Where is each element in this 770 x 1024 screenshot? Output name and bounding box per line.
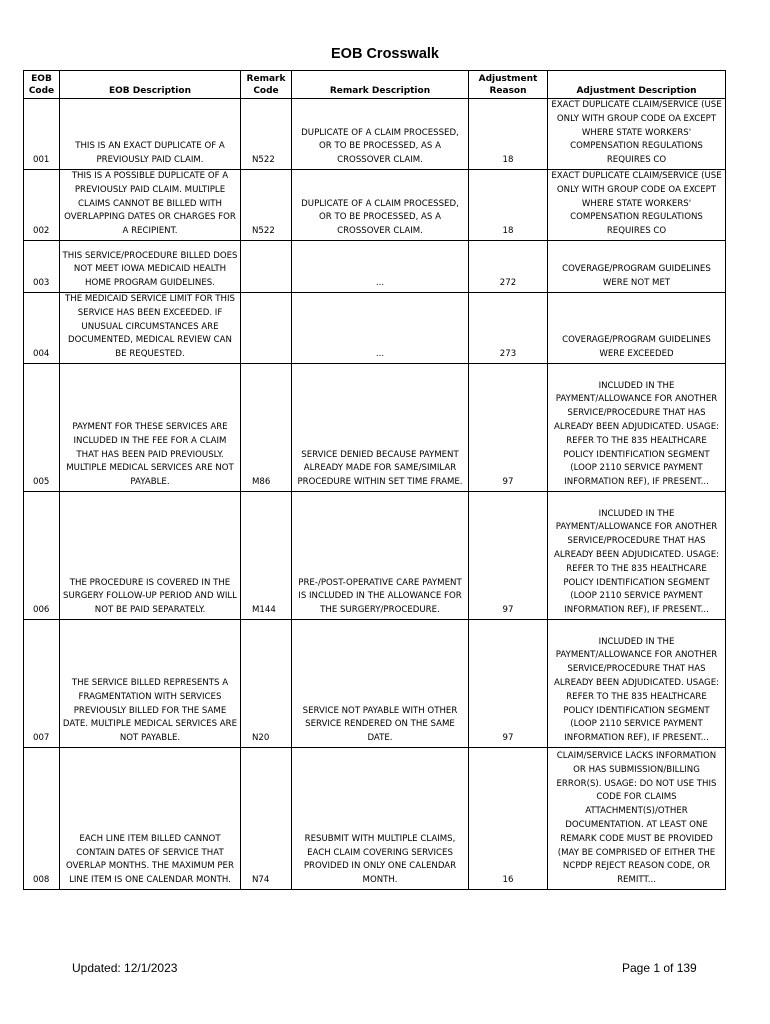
remark-code-cell: M144 — [241, 491, 292, 619]
header-row — [24, 71, 726, 99]
eob-description-cell: PAYMENT FOR THESE SERVICES ARE INCLUDED IN THE FEE FOR A CLAIM THAT HAS BEEN PAID PREVIOUSLY. MULTIPLE MEDICAL SERVICES ARE NOT PAYABLE. — [60, 363, 241, 491]
table-row — [24, 292, 726, 363]
col-header-adjustment-description: Adjustment Description — [548, 71, 726, 99]
adjustment-reason-cell: 18 — [469, 169, 548, 240]
adjustment-description-cell: COVERAGE/PROGRAM GUIDELINES WERE NOT MET — [548, 240, 726, 292]
table-row — [24, 619, 726, 747]
col-header-remark-code: Remark Code — [241, 71, 292, 99]
eob-description-cell: THIS SERVICE/PROCEDURE BILLED DOES NOT MEET IOWA MEDICAID HEALTH HOME PROGRAM GUIDELINES. — [60, 240, 241, 292]
updated-date: Updated: 12/1/2023 — [72, 961, 178, 975]
remark-description-cell: SERVICE NOT PAYABLE WITH OTHER SERVICE RENDERED ON THE SAME DATE. — [292, 619, 469, 747]
adjustment-description-cell: INCLUDED IN THE PAYMENT/ALLOWANCE FOR ANOTHER SERVICE/PROCEDURE THAT HAS ALREADY BEEN ADJUDICATED. USAGE: REFER TO THE 835 HEALTHCARE POLICY IDENTIFICATION SEGMENT (LOOP 2110 SERVICE PAYMENT INFORMATION REF), IF PRESENT... — [548, 619, 726, 747]
table-row — [24, 169, 726, 240]
remark-code-cell: N522 — [241, 99, 292, 170]
remark-description-cell: DUPLICATE OF A CLAIM PROCESSED, OR TO BE PROCESSED, AS A CROSSOVER CLAIM. — [292, 169, 469, 240]
eob-code-cell: 003 — [24, 240, 60, 292]
adjustment-reason-cell: 16 — [469, 747, 548, 889]
remark-code-cell: N74 — [241, 747, 292, 889]
eob-code-cell: 001 — [24, 99, 60, 170]
remark-code-cell: N20 — [241, 619, 292, 747]
adjustment-description-cell: INCLUDED IN THE PAYMENT/ALLOWANCE FOR ANOTHER SERVICE/PROCEDURE THAT HAS ALREADY BEEN ADJUDICATED. USAGE: REFER TO THE 835 HEALTHCARE POLICY IDENTIFICATION SEGMENT (LOOP 2110 SERVICE PAYMENT INFORMATION REF), IF PRESENT... — [548, 363, 726, 491]
eob-description-cell: THIS IS AN EXACT DUPLICATE OF A PREVIOUSLY PAID CLAIM. — [60, 99, 241, 170]
table-row — [24, 240, 726, 292]
adjustment-description-cell: COVERAGE/PROGRAM GUIDELINES WERE EXCEEDED — [548, 292, 726, 363]
adjustment-reason-cell: 273 — [469, 292, 548, 363]
page-number: Page 1 of 139 — [622, 961, 697, 975]
adjustment-reason-cell: 272 — [469, 240, 548, 292]
adjustment-reason-cell: 97 — [469, 491, 548, 619]
adjustment-reason-cell: 97 — [469, 363, 548, 491]
adjustment-reason-cell: 97 — [469, 619, 548, 747]
page-title: EOB Crosswalk — [331, 46, 439, 62]
adjustment-description-cell: CLAIM/SERVICE LACKS INFORMATION OR HAS SUBMISSION/BILLING ERROR(S). USAGE: DO NOT USE THIS CODE FOR CLAIMS ATTACHMENT(S)/OTHER DOCUMENTATION. AT LEAST ONE REMARK CODE MUST BE PROVIDED (MAY BE COMPRISED OF EITHER THE NCPDP REJECT REASON CODE, OR REMITT... — [548, 747, 726, 889]
remark-code-cell — [241, 240, 292, 292]
remark-description-cell: DUPLICATE OF A CLAIM PROCESSED, OR TO BE PROCESSED, AS A CROSSOVER CLAIM. — [292, 99, 469, 170]
remark-code-cell — [241, 292, 292, 363]
adjustment-description-cell: EXACT DUPLICATE CLAIM/SERVICE (USE ONLY WITH GROUP CODE OA EXCEPT WHERE STATE WORKERS' COMPENSATION REGULATIONS REQUIRES CO — [548, 99, 726, 170]
eob-description-cell: EACH LINE ITEM BILLED CANNOT CONTAIN DATES OF SERVICE THAT OVERLAP MONTHS. THE MAXIMUM PER LINE ITEM IS ONE CALENDAR MONTH. — [60, 747, 241, 889]
eob-crosswalk-table — [23, 70, 726, 890]
table-row — [24, 747, 726, 889]
remark-description-cell: PRE-/POST-OPERATIVE CARE PAYMENT IS INCLUDED IN THE ALLOWANCE FOR THE SURGERY/PROCEDURE. — [292, 491, 469, 619]
eob-description-cell: THE SERVICE BILLED REPRESENTS A FRAGMENTATION WITH SERVICES PREVIOUSLY BILLED FOR THE SAME DATE. MULTIPLE MEDICAL SERVICES ARE NOT PAYABLE. — [60, 619, 241, 747]
remark-description-cell: ... — [292, 292, 469, 363]
eob-code-cell: 008 — [24, 747, 60, 889]
remark-description-cell: SERVICE DENIED BECAUSE PAYMENT ALREADY MADE FOR SAME/SIMILAR PROCEDURE WITHIN SET TIME FRAME. — [292, 363, 469, 491]
col-header-remark-description: Remark Description — [292, 71, 469, 99]
eob-code-cell: 005 — [24, 363, 60, 491]
table-row — [24, 363, 726, 491]
eob-description-cell: THIS IS A POSSIBLE DUPLICATE OF A PREVIOUSLY PAID CLAIM. MULTIPLE CLAIMS CANNOT BE BILLED WITH OVERLAPPING DATES OR CHARGES FOR A RECIPIENT. — [60, 169, 241, 240]
remark-code-cell: N522 — [241, 169, 292, 240]
eob-code-cell: 004 — [24, 292, 60, 363]
remark-code-cell: M86 — [241, 363, 292, 491]
adjustment-description-cell: EXACT DUPLICATE CLAIM/SERVICE (USE ONLY WITH GROUP CODE OA EXCEPT WHERE STATE WORKERS' COMPENSATION REGULATIONS REQUIRES CO — [548, 169, 726, 240]
table-row — [24, 99, 726, 170]
col-header-eob-code: EOB Code — [24, 71, 60, 99]
adjustment-reason-cell: 18 — [469, 99, 548, 170]
remark-description-cell: ... — [292, 240, 469, 292]
eob-code-cell: 007 — [24, 619, 60, 747]
eob-code-cell: 006 — [24, 491, 60, 619]
remark-description-cell: RESUBMIT WITH MULTIPLE CLAIMS, EACH CLAIM COVERING SERVICES PROVIDED IN ONLY ONE CALENDAR MONTH. — [292, 747, 469, 889]
eob-description-cell: THE PROCEDURE IS COVERED IN THE SURGERY FOLLOW-UP PERIOD AND WILL NOT BE PAID SEPARATELY. — [60, 491, 241, 619]
adjustment-description-cell: INCLUDED IN THE PAYMENT/ALLOWANCE FOR ANOTHER SERVICE/PROCEDURE THAT HAS ALREADY BEEN ADJUDICATED. USAGE: REFER TO THE 835 HEALTHCARE POLICY IDENTIFICATION SEGMENT (LOOP 2110 SERVICE PAYMENT INFORMATION REF), IF PRESENT... — [548, 491, 726, 619]
eob-description-cell: THE MEDICAID SERVICE LIMIT FOR THIS SERVICE HAS BEEN EXCEEDED. IF UNUSUAL CIRCUMSTANCES ARE DOCUMENTED, MEDICAL REVIEW CAN BE REQUESTED. — [60, 292, 241, 363]
eob-code-cell: 002 — [24, 169, 60, 240]
col-header-adjustment-reason: Adjustment Reason — [469, 71, 548, 99]
col-header-eob-description: EOB Description — [60, 71, 241, 99]
table-row — [24, 491, 726, 619]
